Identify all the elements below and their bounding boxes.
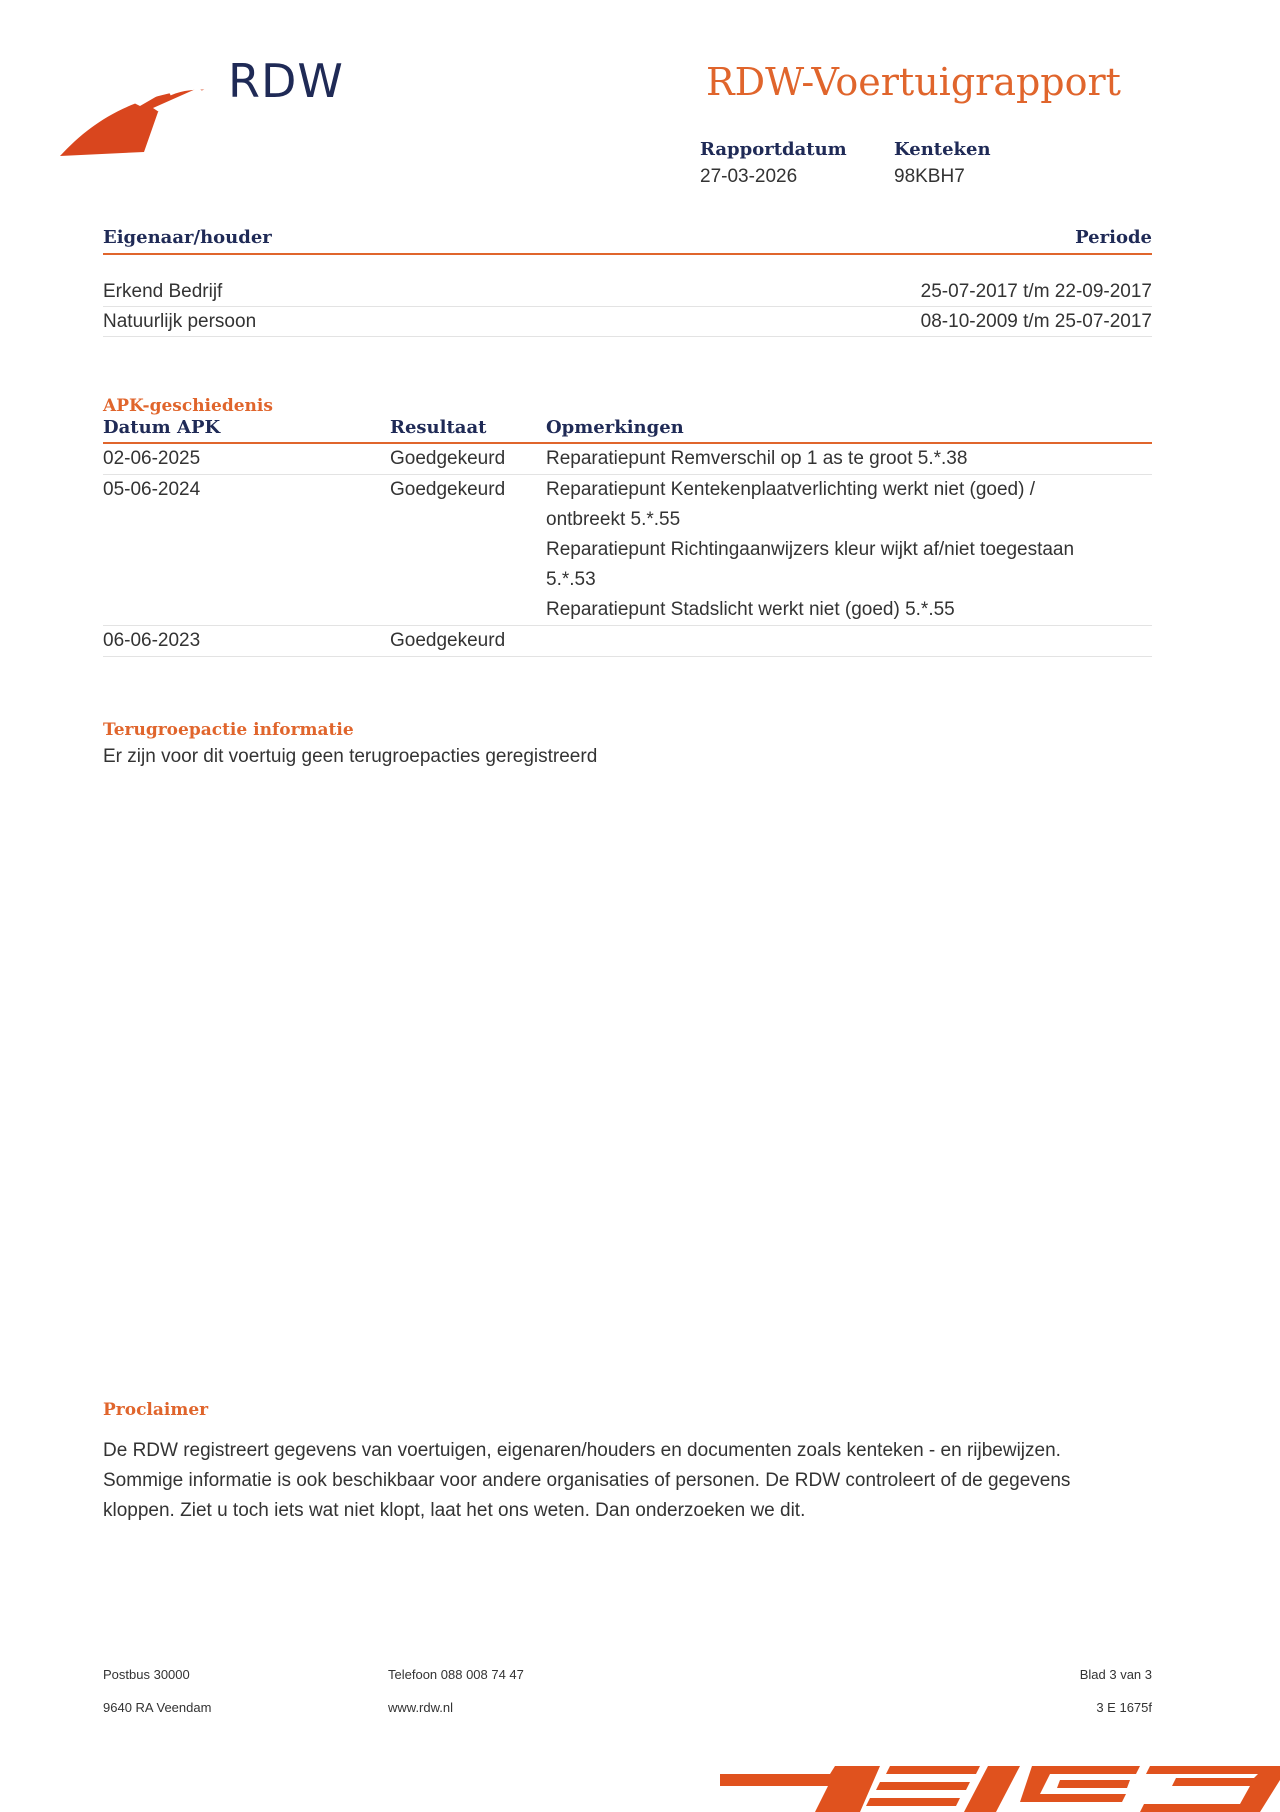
brand-name: RDW	[228, 54, 344, 108]
proclaimer-line: Sommige informatie is ook beschikbaar voor andere organisaties of personen. De RDW controleert of de gegevens	[103, 1470, 1071, 1491]
owner-period: 25-07-2017 t/m 22-09-2017	[920, 280, 1152, 302]
owner-row	[103, 277, 1152, 307]
apk-date: 06-06-2023	[103, 630, 201, 651]
report-date-block	[700, 139, 847, 188]
plate-value: 98KBH7	[894, 166, 965, 187]
recall-title: Terugroepactie informatie	[103, 720, 354, 740]
apk-remark: 5.*.53	[546, 569, 596, 590]
apk-date: 05-06-2024	[103, 479, 201, 500]
footer-address-line2: 9640 RA Veendam	[103, 1700, 212, 1715]
apk-remarks	[546, 444, 1152, 474]
apk-row	[103, 626, 1152, 657]
period-col-header: Periode	[1075, 227, 1152, 248]
apk-remarks-header: Opmerkingen	[546, 417, 684, 438]
owner-row	[103, 307, 1152, 337]
apk-title: APK-geschiedenis	[103, 396, 273, 416]
apk-header	[103, 416, 1152, 444]
recall-text: Er zijn voor dit voertuig geen terugroepacties geregistreerd	[103, 746, 598, 767]
recall-section	[103, 720, 1152, 772]
owner-col-header: Eigenaar/houder	[103, 227, 272, 248]
plate-block	[894, 139, 991, 188]
apk-remarks	[546, 475, 1152, 625]
apk-section	[103, 396, 1152, 657]
apk-remark: ontbreekt 5.*.55	[546, 509, 681, 530]
rdw-logo	[58, 48, 358, 168]
footer-address	[103, 1658, 211, 1724]
owner-name: Natuurlijk persoon	[103, 310, 257, 332]
footer-page-info	[900, 1658, 1152, 1724]
apk-remarks	[546, 626, 1152, 656]
apk-result: Goedgekeurd	[390, 479, 506, 500]
footer-phone: Telefoon 088 008 74 47	[388, 1667, 524, 1682]
owners-header	[103, 225, 1152, 255]
plate-label: Kenteken	[894, 139, 991, 160]
footer-website[interactable]: www.rdw.nl	[388, 1700, 454, 1715]
proclaimer-section	[103, 1400, 1152, 1526]
apk-remark: Reparatiepunt Stadslicht werkt niet (goed) 5.*.55	[546, 599, 955, 620]
apk-result-header: Resultaat	[390, 417, 487, 438]
apk-row	[103, 475, 1152, 626]
rdw-wing-icon	[58, 48, 218, 158]
proclaimer-line: De RDW registreert gegevens van voertuigen, eigenaren/houders en documenten zoals kenteken - en rijbewijzen.	[103, 1440, 1061, 1461]
apk-date-header: Datum APK	[103, 417, 221, 438]
report-date-label: Rapportdatum	[700, 139, 847, 160]
apk-result: Goedgekeurd	[390, 448, 506, 469]
owners-section	[103, 225, 1152, 337]
footer-address-line1: Postbus 30000	[103, 1667, 190, 1682]
apk-date: 02-06-2025	[103, 448, 201, 469]
footer-page-number: Blad 3 van 3	[1079, 1667, 1152, 1682]
owner-name: Erkend Bedrijf	[103, 280, 223, 302]
footer-doc-code: 3 E 1675f	[1096, 1700, 1152, 1715]
apk-remark: Reparatiepunt Kentekenplaatverlichting werkt niet (goed) /	[546, 479, 1036, 500]
report-date-value: 27-03-2026	[700, 166, 798, 187]
apk-remark: Reparatiepunt Remverschil op 1 as te groot 5.*.38	[546, 448, 968, 469]
apk-result: Goedgekeurd	[390, 630, 506, 651]
apk-remark: Reparatiepunt Richtingaanwijzers kleur wijkt af/niet toegestaan	[546, 539, 1075, 560]
proclaimer-line: kloppen. Ziet u toch iets wat niet klopt, laat het ons weten. Dan onderzoeken we dit.	[103, 1500, 806, 1521]
decorative-stripes-icon	[720, 1760, 1280, 1812]
proclaimer-title: Proclaimer	[103, 1400, 209, 1420]
report-title: RDW-Voertuigrapport	[706, 60, 1121, 104]
footer-contact	[388, 1658, 524, 1724]
owner-period: 08-10-2009 t/m 25-07-2017	[920, 310, 1152, 332]
apk-row	[103, 444, 1152, 475]
